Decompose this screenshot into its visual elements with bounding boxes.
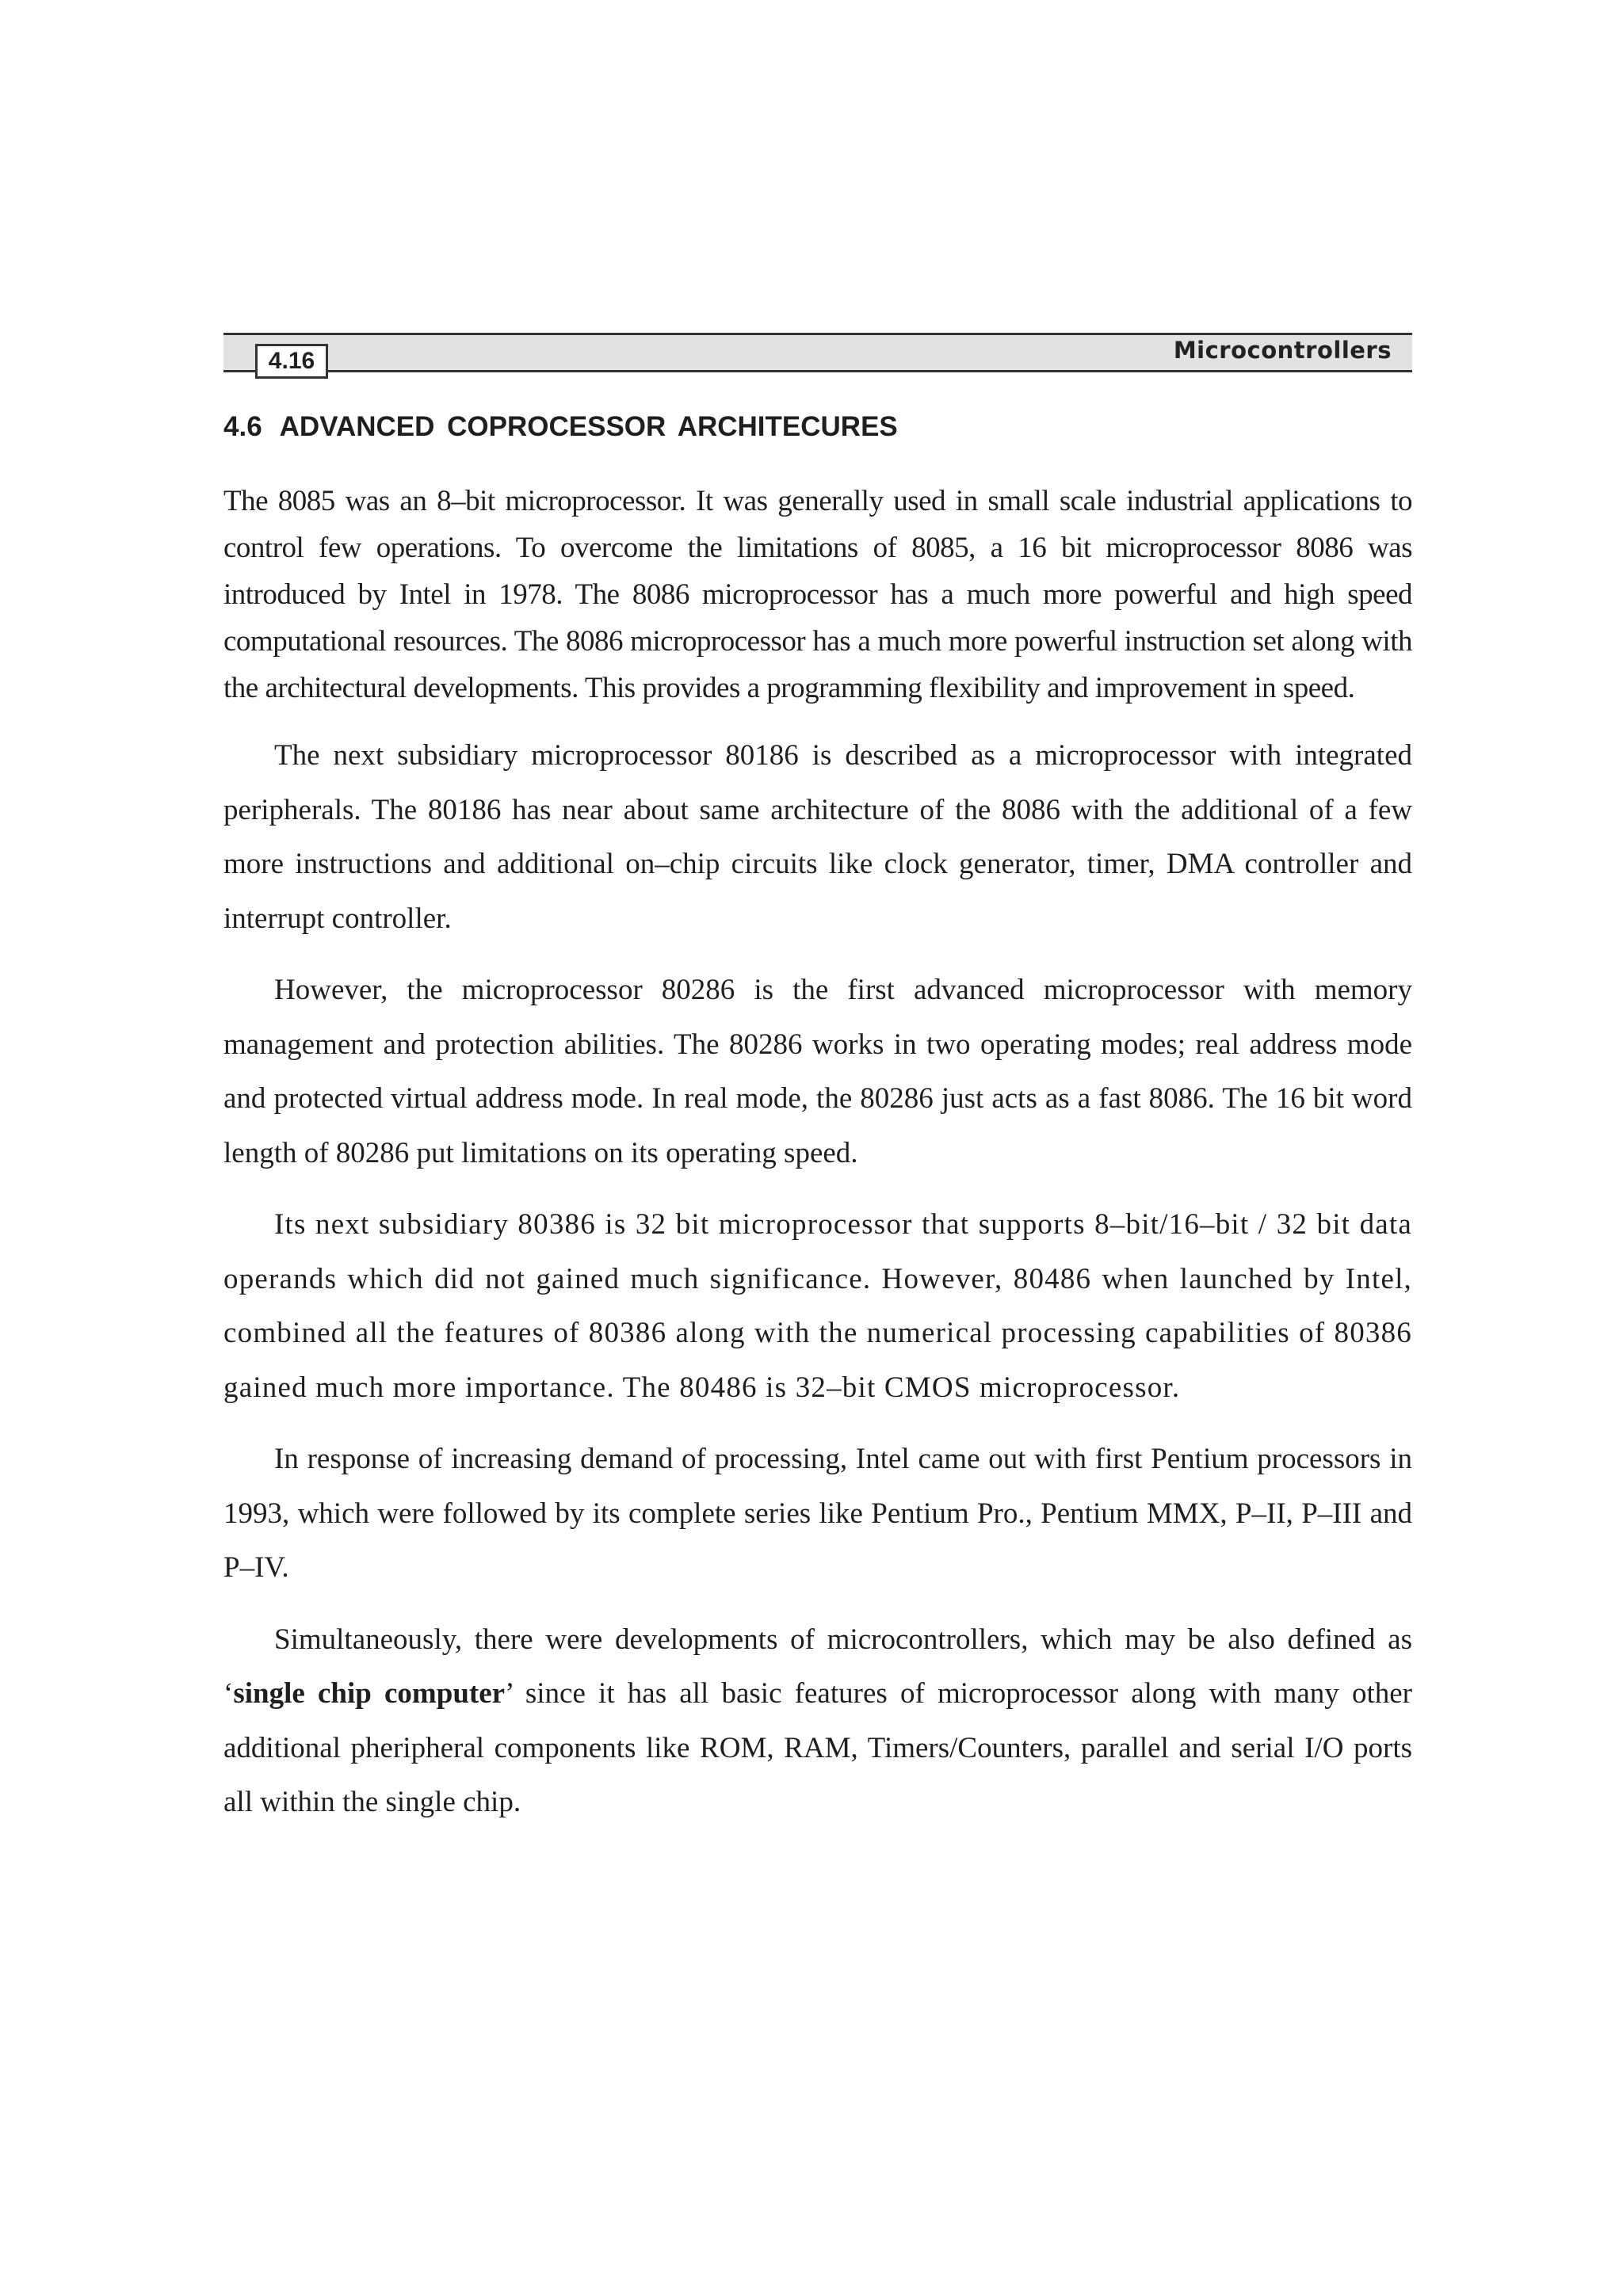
paragraph-text: since it has all basic features of microprocessor along with many other additional pheripheral components like ROM, RAM, Timers/Counters, parallel and serial I/O ports all within the single chip. — [223, 1677, 1412, 1818]
section-title: ADVANCED COPROCESSOR ARCHITECURES — [279, 411, 898, 442]
paragraph: The 8085 was an 8–bit microprocessor. It was generally used in small scale industrial applications to control few operations. To overcome the limitations of 8085, a 16 bit microprocessor 8086 was introduced by Intel in 1978. The 8086 microprocessor has a much more powerful and high speed computational resources. The 8086 microprocessor has a much more powerful instruction set along with the architectural developments. This provides a programming flexibility and improvement in speed. — [223, 485, 1412, 704]
paragraph — [223, 1613, 1412, 1830]
running-header — [223, 333, 1412, 374]
paragraph: Its next subsidiary 80386 is 32 bit microprocessor that supports 8–bit/16–bit / 32 bit data operands which did not gained much significance. However, 80486 when launched by Intel, combined all the features of 80386 along with the numerical processing capabilities of 80386 gained much more importance. The 80486 is 32–bit CMOS microprocessor. — [223, 1208, 1412, 1404]
chapter-title: Microcontrollers — [1173, 337, 1392, 364]
paragraph: However, the microprocessor 80286 is the first advanced microprocessor with memory management and protection abilities. The 80286 works in two operating modes; real address mode and protected virtual address mode. In real mode, the 80286 just acts as a fast 8086. The 16 bit word length of 80286 put limitations on its operating speed. — [223, 974, 1412, 1169]
quote-mark: ’ — [505, 1677, 513, 1710]
page-number: 4.16 — [255, 344, 328, 379]
body-text — [223, 478, 1412, 1848]
paragraph: In response of increasing demand of processing, Intel came out with first Pentium processors in 1993, which were followed by its complete series like Pentium Pro., Pentium MMX, P–II, P–III and P–IV. — [223, 1443, 1412, 1584]
paragraph: The next subsidiary microprocessor 80186 is described as a microprocessor with integrated peripherals. The 80186 has near about same architecture of the 8086 with the additional of a few more instructions and additional on–chip circuits like clock generator, timer, DMA controller and interrupt controller. — [223, 739, 1412, 935]
section-heading — [223, 408, 1412, 446]
section-number: 4.6 — [223, 411, 262, 442]
paragraph-text: Simultaneously, there were developments of microcontrollers, which may be also defined as — [274, 1623, 1412, 1656]
quote-mark: ‘ — [223, 1677, 234, 1710]
bold-term: single chip computer — [233, 1677, 506, 1710]
